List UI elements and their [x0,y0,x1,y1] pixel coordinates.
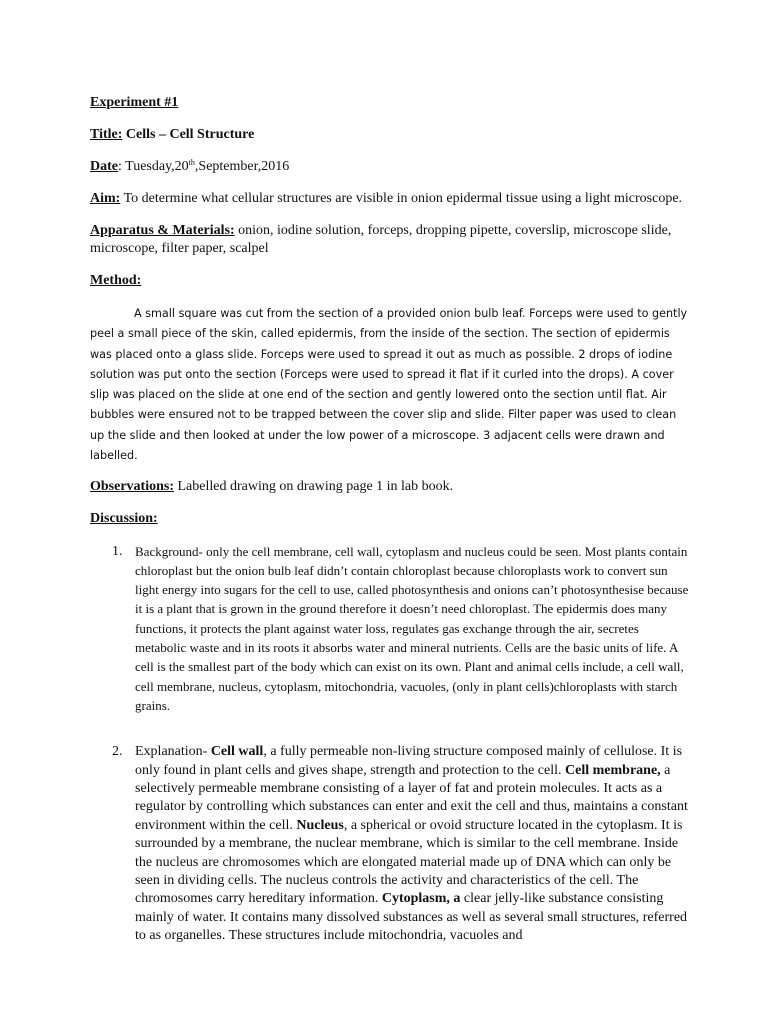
method-heading [90,272,690,290]
list-item [90,743,690,945]
date-value-pre: : Tuesday,20 [118,159,189,174]
list-item-number: 2. [112,744,123,760]
date-line [90,158,690,176]
method-label: Method: [90,273,142,288]
date-label: Date [90,159,118,174]
observations-label: Observations: [90,478,174,494]
date-superscript: th [188,158,195,167]
discussion-list [90,542,690,946]
term-nucleus: Nucleus [296,817,344,833]
explanation-text-2: , a fully permeable non-living structure composed mainly of cellulose. It is only found in plant cells and gives shape, strength and protection to the cell. [135,744,683,778]
list-item-number: 1. [112,543,123,559]
title-line [90,126,690,144]
aim-value: To determine what cellular structures are visible in onion epidermal tissue using a light microscope. [120,191,683,206]
term-cell-membrane: Cell membrane, [565,762,661,778]
explanation-text-3: a selectively permeable membrane consisting of a layer of fat and protein molecules. It acts as a regulator by controlling which substances can enter and exit the cell and thus, maintains a constant environment within the cell. [135,762,688,833]
list-item [90,542,690,716]
document-body [90,94,690,946]
observations-value: Labelled drawing on drawing page 1 in lab book. [174,478,454,494]
apparatus-label: Apparatus & Materials: [90,223,235,238]
background-paragraph: Background- only the cell membrane, cell wall, cytoplasm and nucleus could be seen. Most plants contain chloroplast but the onion bulb leaf didn’t contain chloroplast because chloroplasts work to convert sun light energy into sugars for the cell to use, called photosynthesis and onions can’t photosynthesise because it is a plant that is grown in the ground therefore it doesn’t need chloroplast. The epidermis does many functions, it protects the plant against water loss, regulates gas exchange through the air, secretes metabolic waste and in its roots it absorbs water and mineral nutrients. Cells are the basic units of life. A cell is the smallest part of the body which can exist on its own. Plant and animal cells include, a cell wall, cell membrane, nucleus, cytoplasm, mitochondria, vacuoles, (only in plant cells)chloroplasts with starch grains. [135,543,689,713]
observations-line [90,478,690,496]
apparatus-value: onion, iodine solution, forceps, dropping pipette, coverslip, microscope slide, microscope, filter paper, scalpel [90,223,672,256]
date-value-post: ,September,2016 [194,159,290,174]
title-label: Title: [90,127,123,142]
explanation-paragraph [135,743,690,945]
explanation-text-1: Explanation- [135,744,211,760]
aim-line [90,190,690,208]
explanation-text-5: clear jelly-like substance consisting mainly of water. It contains many dissolved substances as well as several small structures, referred to as organelles. These structures include mitochondria, vacuoles and [135,891,688,944]
title-value: Cells – Cell Structure [122,127,255,142]
aim-label: Aim: [90,191,121,206]
experiment-heading [90,94,690,112]
term-cytoplasm: Cytoplasm, a [381,891,461,907]
discussion-label: Discussion: [90,510,158,526]
term-cell-wall: Cell wall [210,744,264,760]
method-paragraph: A small square was cut from the section of a provided onion bulb leaf. Forceps were used to gently peel a small piece of the skin, called epidermis, from the inside of the section. The section of epidermis was placed onto a glass slide. Forceps were used to spread it out as much as possible. 2 drops of iodine solution was put onto the section (Forceps were used to spread it flat if it curled into the drops). A cover slip was placed on the slide at one end of the section and gently lowered onto the section until flat. Air bubbles were ensured not to be trapped between the cover slip and slide. Filter paper was used to clean up the slide and then looked at under the low power of a microscope. 3 adjacent cells were drawn and labelled. [90,307,688,463]
apparatus-line [90,222,690,258]
experiment-label: Experiment #1 [90,95,179,110]
explanation-text-4: , a spherical or ovoid structure located in the cytoplasm. It is surrounded by a membrane, the nuclear membrane, which is similar to the cell membrane. Inside the nucleus are chromosomes which are elongated material made up of DNA which can only be seen in dividing cells. The nucleus controls the activity and characteristics of the cell. The chromosomes carry hereditary information. [135,817,683,907]
discussion-heading [90,510,690,528]
